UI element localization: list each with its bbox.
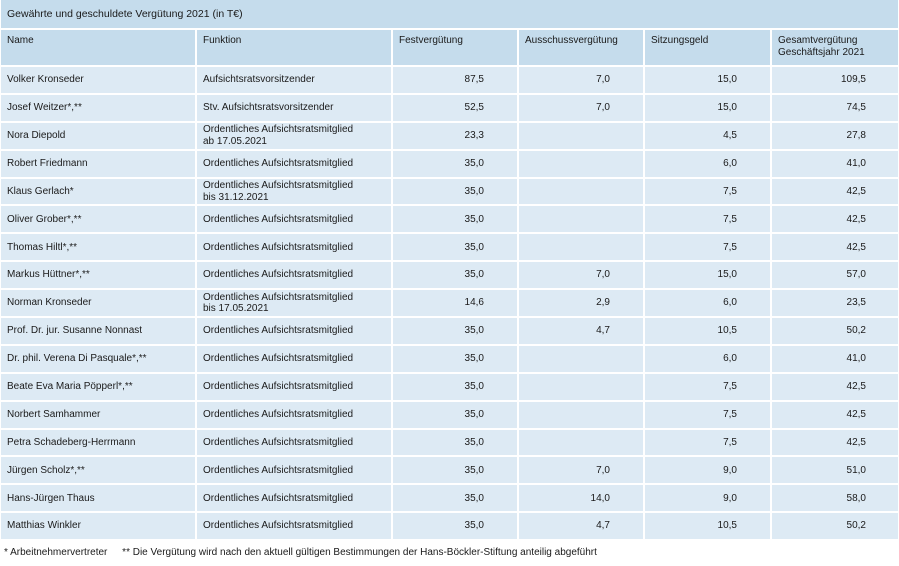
- cell-meeting: 15,0: [644, 94, 771, 122]
- cell-committee: 4,7: [518, 317, 644, 345]
- cell-fixed: 35,0: [392, 484, 518, 512]
- cell-committee: [518, 150, 644, 178]
- header-total: Gesamtvergütung Geschäftsjahr 2021: [771, 30, 898, 66]
- cell-name: Hans-Jürgen Thaus: [1, 484, 196, 512]
- cell-committee: [518, 429, 644, 457]
- cell-fixed: 35,0: [392, 456, 518, 484]
- table-row: [1, 178, 898, 206]
- cell-name: Prof. Dr. jur. Susanne Nonnast: [1, 317, 196, 345]
- cell-function: Ordentliches Aufsichtsratsmitglied: [196, 205, 392, 233]
- cell-meeting: 15,0: [644, 66, 771, 94]
- table-row: [1, 233, 898, 261]
- cell-name: Klaus Gerlach*: [1, 178, 196, 206]
- cell-total: 41,0: [771, 150, 898, 178]
- cell-committee: 14,0: [518, 484, 644, 512]
- cell-total: 27,8: [771, 122, 898, 150]
- cell-meeting: 9,0: [644, 484, 771, 512]
- table-row: [1, 205, 898, 233]
- cell-function: Ordentliches Aufsichtsratsmitglied ab 17.05.2021: [196, 122, 392, 150]
- cell-committee: 7,0: [518, 94, 644, 122]
- cell-function: Aufsichtsratsvorsitzender: [196, 66, 392, 94]
- cell-name: Josef Weitzer*,**: [1, 94, 196, 122]
- cell-total: 23,5: [771, 289, 898, 317]
- cell-fixed: 35,0: [392, 261, 518, 289]
- cell-fixed: 52,5: [392, 94, 518, 122]
- header-name: Name: [1, 30, 196, 66]
- cell-name: Volker Kronseder: [1, 66, 196, 94]
- cell-meeting: 7,5: [644, 205, 771, 233]
- cell-total: 42,5: [771, 233, 898, 261]
- cell-meeting: 7,5: [644, 178, 771, 206]
- cell-meeting: 9,0: [644, 456, 771, 484]
- table-header-row: [1, 30, 898, 66]
- header-fixed: Festvergütung: [392, 30, 518, 66]
- cell-function: Ordentliches Aufsichtsratsmitglied bis 31.12.2021: [196, 178, 392, 206]
- cell-total: 50,2: [771, 317, 898, 345]
- table-row: [1, 345, 898, 373]
- cell-function: Ordentliches Aufsichtsratsmitglied: [196, 233, 392, 261]
- cell-name: Norman Kronseder: [1, 289, 196, 317]
- cell-total: 50,2: [771, 512, 898, 540]
- cell-meeting: 10,5: [644, 317, 771, 345]
- table-row: [1, 512, 898, 540]
- cell-function: Ordentliches Aufsichtsratsmitglied: [196, 512, 392, 540]
- cell-committee: [518, 233, 644, 261]
- cell-name: Beate Eva Maria Pöpperl*,**: [1, 373, 196, 401]
- compensation-table-panel: [1, 0, 898, 558]
- cell-meeting: 7,5: [644, 401, 771, 429]
- cell-name: Robert Friedmann: [1, 150, 196, 178]
- cell-total: 42,5: [771, 178, 898, 206]
- cell-meeting: 6,0: [644, 345, 771, 373]
- cell-meeting: 7,5: [644, 373, 771, 401]
- cell-total: 109,5: [771, 66, 898, 94]
- footnote-boeckler: ** Die Vergütung wird nach den aktuell gültigen Bestimmungen der Hans-Böckler-Stiftung anteilig abgeführt: [122, 547, 597, 559]
- table-row: [1, 150, 898, 178]
- cell-name: Matthias Winkler: [1, 512, 196, 540]
- cell-name: Nora Diepold: [1, 122, 196, 150]
- cell-committee: [518, 122, 644, 150]
- table-row: [1, 429, 898, 457]
- table-row: [1, 94, 898, 122]
- footnote-employee-rep: * Arbeitnehmervertreter: [4, 547, 108, 559]
- cell-name: Petra Schadeberg-Herrmann: [1, 429, 196, 457]
- table-row: [1, 122, 898, 150]
- cell-meeting: 6,0: [644, 150, 771, 178]
- cell-meeting: 10,5: [644, 512, 771, 540]
- table-row: [1, 484, 898, 512]
- cell-name: Oliver Grober*,**: [1, 205, 196, 233]
- cell-meeting: 7,5: [644, 429, 771, 457]
- cell-meeting: 15,0: [644, 261, 771, 289]
- cell-committee: 4,7: [518, 512, 644, 540]
- cell-total: 58,0: [771, 484, 898, 512]
- table-row: [1, 317, 898, 345]
- footnotes: [1, 547, 898, 558]
- cell-name: Jürgen Scholz*,**: [1, 456, 196, 484]
- cell-function: Ordentliches Aufsichtsratsmitglied: [196, 150, 392, 178]
- table-row: [1, 66, 898, 94]
- cell-committee: [518, 373, 644, 401]
- cell-fixed: 87,5: [392, 66, 518, 94]
- cell-function: Ordentliches Aufsichtsratsmitglied: [196, 456, 392, 484]
- cell-total: 42,5: [771, 429, 898, 457]
- cell-fixed: 35,0: [392, 512, 518, 540]
- cell-committee: [518, 345, 644, 373]
- cell-total: 42,5: [771, 205, 898, 233]
- compensation-table: [1, 30, 898, 541]
- cell-fixed: 35,0: [392, 205, 518, 233]
- cell-name: Thomas Hiltl*,**: [1, 233, 196, 261]
- cell-name: Norbert Samhammer: [1, 401, 196, 429]
- cell-function: Ordentliches Aufsichtsratsmitglied: [196, 373, 392, 401]
- cell-fixed: 14,6: [392, 289, 518, 317]
- cell-function: Ordentliches Aufsichtsratsmitglied: [196, 345, 392, 373]
- cell-meeting: 6,0: [644, 289, 771, 317]
- cell-function: Ordentliches Aufsichtsratsmitglied: [196, 401, 392, 429]
- cell-total: 42,5: [771, 373, 898, 401]
- cell-committee: [518, 205, 644, 233]
- header-function: Funktion: [196, 30, 392, 66]
- cell-fixed: 35,0: [392, 429, 518, 457]
- cell-committee: [518, 401, 644, 429]
- cell-fixed: 35,0: [392, 233, 518, 261]
- cell-total: 57,0: [771, 261, 898, 289]
- table-row: [1, 401, 898, 429]
- header-committee: Ausschussvergütung: [518, 30, 644, 66]
- cell-committee: 7,0: [518, 261, 644, 289]
- cell-function: Stv. Aufsichtsratsvorsitzender: [196, 94, 392, 122]
- cell-meeting: 4,5: [644, 122, 771, 150]
- cell-fixed: 35,0: [392, 150, 518, 178]
- table-body: [1, 66, 898, 540]
- cell-fixed: 35,0: [392, 317, 518, 345]
- cell-fixed: 23,3: [392, 122, 518, 150]
- cell-function: Ordentliches Aufsichtsratsmitglied: [196, 317, 392, 345]
- cell-committee: 7,0: [518, 456, 644, 484]
- table-row: [1, 456, 898, 484]
- cell-meeting: 7,5: [644, 233, 771, 261]
- cell-total: 74,5: [771, 94, 898, 122]
- cell-fixed: 35,0: [392, 178, 518, 206]
- cell-total: 51,0: [771, 456, 898, 484]
- cell-fixed: 35,0: [392, 373, 518, 401]
- header-meeting: Sitzungsgeld: [644, 30, 771, 66]
- cell-fixed: 35,0: [392, 345, 518, 373]
- cell-name: Dr. phil. Verena Di Pasquale*,**: [1, 345, 196, 373]
- cell-committee: 2,9: [518, 289, 644, 317]
- cell-total: 41,0: [771, 345, 898, 373]
- table-row: [1, 289, 898, 317]
- cell-function: Ordentliches Aufsichtsratsmitglied: [196, 484, 392, 512]
- table-row: [1, 373, 898, 401]
- cell-name: Markus Hüttner*,**: [1, 261, 196, 289]
- cell-fixed: 35,0: [392, 401, 518, 429]
- cell-total: 42,5: [771, 401, 898, 429]
- cell-function: Ordentliches Aufsichtsratsmitglied bis 17.05.2021: [196, 289, 392, 317]
- table-row: [1, 261, 898, 289]
- table-title: Gewährte und geschuldete Vergütung 2021 (in T€): [1, 0, 898, 30]
- cell-function: Ordentliches Aufsichtsratsmitglied: [196, 261, 392, 289]
- cell-committee: 7,0: [518, 66, 644, 94]
- cell-function: Ordentliches Aufsichtsratsmitglied: [196, 429, 392, 457]
- cell-committee: [518, 178, 644, 206]
